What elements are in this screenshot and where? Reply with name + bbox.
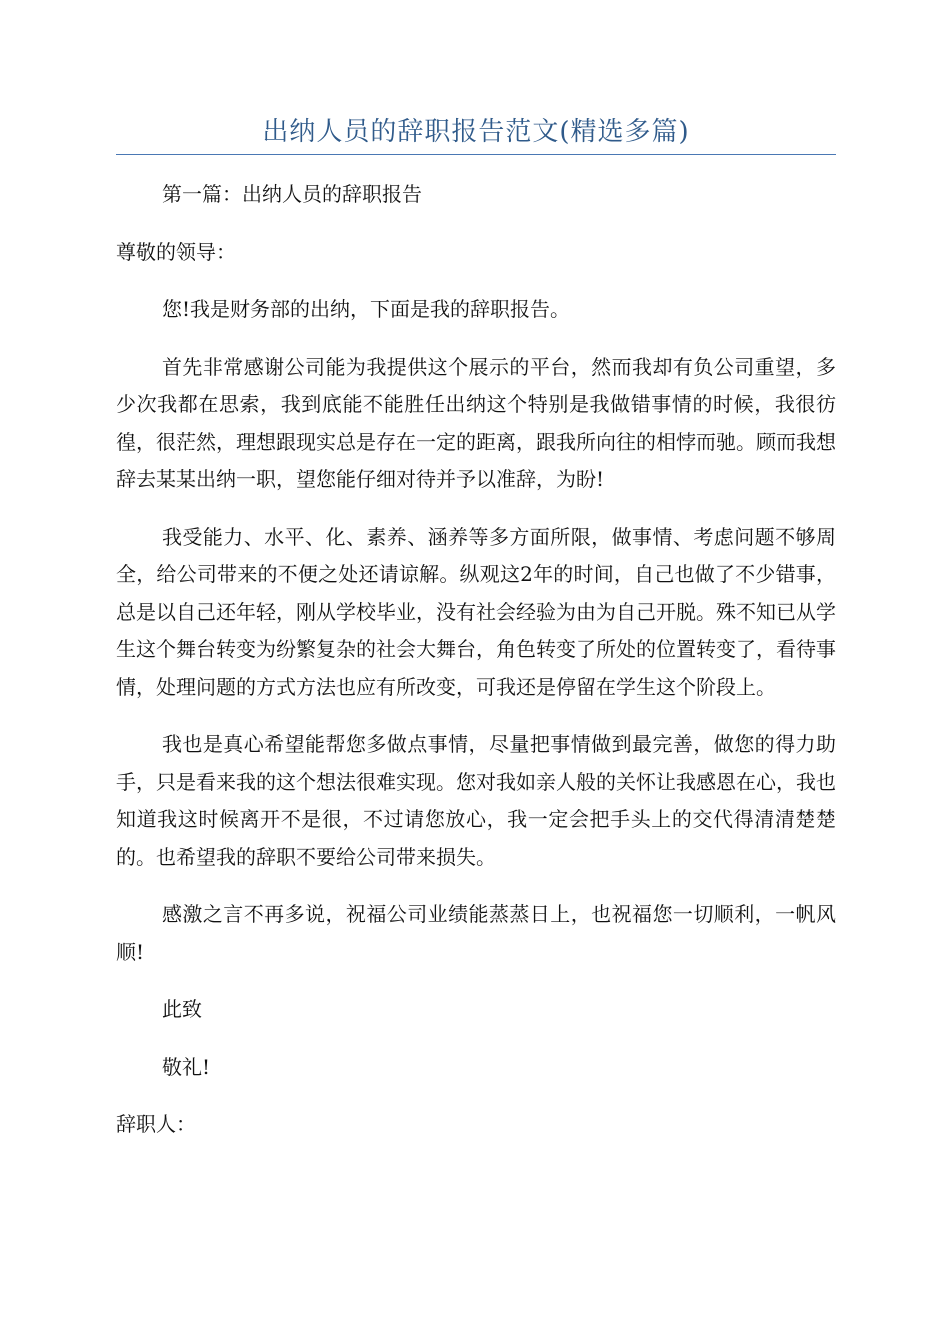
paragraph-greeting: 您!我是财务部的出纳，下面是我的辞职报告。 <box>162 297 571 321</box>
closing-line-1: 此致 <box>162 997 202 1021</box>
title-underline <box>116 154 836 155</box>
paragraph-reflection: 我受能力、水平、化、素养、涵养等多方面所限，做事情、考虑问题不够周全，给公司带来的不便之处还请谅解。纵观这2年的时间，自己也做了不少错事，总是以自己还年轻，刚从学校毕业，没有社会经验为由为自己开脱。殊不知已从学生这个舞台转变为纷繁复杂的社会大舞台，角色转变了所处的位置转变了，看待事情，处理问题的方式方法也应有所改变，可我还是停留在学生这个阶段上。 <box>116 524 836 699</box>
signature-label: 辞职人： <box>116 1112 196 1136</box>
document-title: 出纳人员的辞职报告范文(精选多篇) <box>262 117 690 147</box>
document-body <box>116 176 836 1164</box>
paragraph-regret: 我也是真心希望能帮您多做点事情，尽量把事情做到最完善，做您的得力助手，只是看来我的这个想法很难实现。您对我如亲人般的关怀让我感恩在心，我也知道我这时候离开不是很，不过请您放心，我一定会把手头上的交代得清清楚楚的。也希望我的辞职不要给公司带来损失。 <box>116 732 836 869</box>
salutation: 尊敬的领导： <box>116 239 236 264</box>
paragraph-blessing: 感激之言不再多说，祝福公司业绩能蒸蒸日上，也祝福您一切顺利，一帆风顺! <box>116 902 836 964</box>
paragraph-thanks: 首先非常感谢公司能为我提供这个展示的平台，然而我却有负公司重望，多少次我都在思索，我到底能不能胜任出纳这个特别是我做错事情的时候，我很彷徨，很茫然，理想跟现实总是存在一定的距离，跟我所向往的相悖而驰。顾而我想辞去某某出纳一职，望您能仔细对待并予以准辞，为盼! <box>116 354 836 491</box>
closing-line-2: 敬礼! <box>162 1054 211 1079</box>
section-heading: 第一篇：出纳人员的辞职报告 <box>162 182 422 206</box>
